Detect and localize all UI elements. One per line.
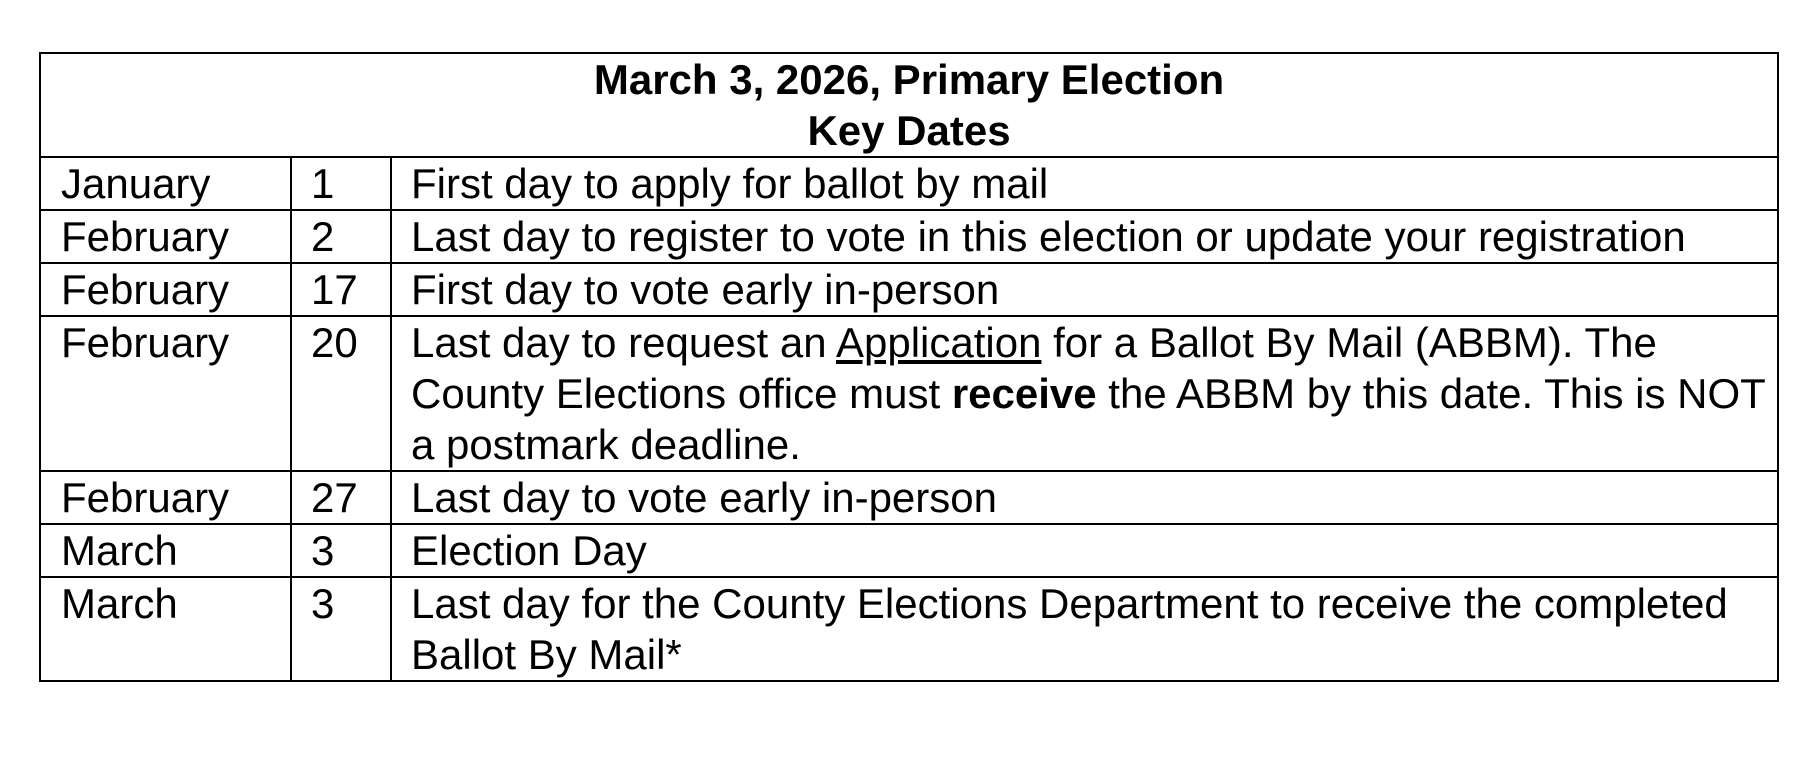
table-row xyxy=(40,577,1778,681)
description-cell: Last day to vote early in-person xyxy=(391,471,1778,524)
day-cell: 17 xyxy=(291,263,391,316)
table-row xyxy=(40,524,1778,577)
day-cell: 3 xyxy=(291,577,391,681)
month-cell: February xyxy=(40,210,291,263)
day-cell: 27 xyxy=(291,471,391,524)
month-cell: February xyxy=(40,471,291,524)
month-cell: January xyxy=(40,157,291,210)
month-cell: February xyxy=(40,316,291,471)
key-dates-table xyxy=(39,52,1779,682)
description-cell: Last day to register to vote in this election or update your registration xyxy=(391,210,1778,263)
description-text: for a Ballot By Mail (ABBM). The County Elections office must xyxy=(411,319,1657,417)
table-row xyxy=(40,210,1778,263)
description-cell: Election Day xyxy=(391,524,1778,577)
table-row xyxy=(40,263,1778,316)
application-underlined-text: Application xyxy=(835,319,1042,366)
description-cell: First day to apply for ballot by mail xyxy=(391,157,1778,210)
month-cell: March xyxy=(40,577,291,681)
table-title-row xyxy=(40,53,1778,157)
description-text: the ABBM by this date. This is NOT a postmark deadline. xyxy=(411,370,1766,468)
day-cell: 20 xyxy=(291,316,391,471)
description-cell xyxy=(391,316,1778,471)
month-cell: February xyxy=(40,263,291,316)
month-cell: March xyxy=(40,524,291,577)
table-title xyxy=(40,53,1778,157)
day-cell: 3 xyxy=(291,524,391,577)
description-text: Last day to request an xyxy=(411,319,836,366)
table-row xyxy=(40,316,1778,471)
description-cell: First day to vote early in-person xyxy=(391,263,1778,316)
day-cell: 2 xyxy=(291,210,391,263)
title-line-2: Key Dates xyxy=(807,107,1011,154)
title-line-1: March 3, 2026, Primary Election xyxy=(593,56,1225,103)
table-row xyxy=(40,471,1778,524)
description-cell: Last day for the County Elections Department to receive the completed Ballot By Mail* xyxy=(391,577,1778,681)
receive-bold-text: receive xyxy=(951,370,1097,417)
day-cell: 1 xyxy=(291,157,391,210)
table-row xyxy=(40,157,1778,210)
